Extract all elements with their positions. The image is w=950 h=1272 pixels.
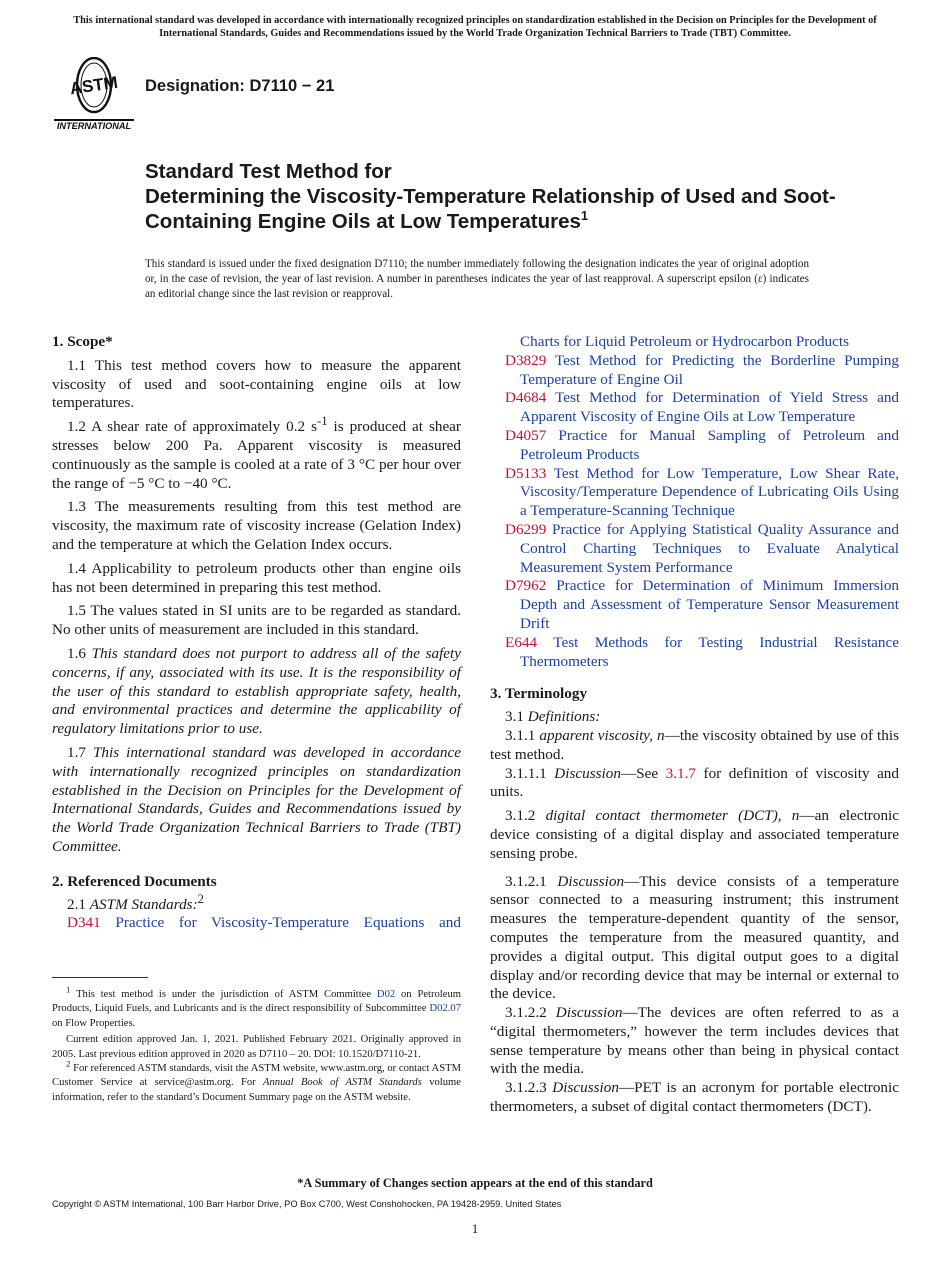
issued-note: This standard is issued under the fixed designation D7110; the number immediately following the designation indicates the year of original adoption or, in the case of revision, the year of last revision. A number in parentheses indicates the year of last reapproval. A superscript epsilon (ε) indicates an editorial change since the last revision or reapproval. bbox=[145, 258, 809, 301]
astm-logo-icon bbox=[54, 57, 134, 131]
right-column bbox=[490, 333, 899, 1117]
footnote-1: $^1$ This test method is under the jurisdiction of ASTM Committee D02 on Petroleum Products, Liquid Fuels, and Lubricants and is the direct responsibility of Subcommittee D02.07 on Flow Properties. bbox=[52, 984, 461, 1029]
link-d02-07[interactable]: D02.07 bbox=[429, 1003, 461, 1015]
ref-item-e644[interactable]: E644 Test Methods for Testing Industrial Resistance Thermometers bbox=[505, 633, 900, 670]
logo-letters: ASTM bbox=[68, 72, 119, 99]
para-1-1: 1.1 This test method covers how to measure the apparent viscosity of used and soot-containing engine oils at low temperatures. bbox=[52, 356, 461, 412]
footnotes bbox=[52, 984, 461, 1105]
referenced-documents-heading: 2. Referenced Documents bbox=[52, 872, 217, 890]
para-3-1-2-2: 3.1.2.2 Discussion—The devices are often referred to as a “digital thermometers,” however the term includes devices that sense temperature by means other than being in physical contact with the media. bbox=[490, 1004, 899, 1078]
para-1-6: 1.6 This standard does not purport to address all of the safety concerns, if any, associated with its use. It is the responsibility of the user of this standard to establish appropriate safety, health, and environmental practices and determine the applicability of regulatory limitations prior to use. bbox=[52, 644, 462, 738]
title-line-2: Determining the Viscosity-Temperature Relationship of Used and Soot-Containing Engine Oils at Low Temperatures bbox=[145, 185, 836, 233]
footnote-divider bbox=[52, 977, 148, 978]
left-column bbox=[52, 333, 461, 933]
title-line-1: Standard Test Method for bbox=[145, 160, 392, 183]
ref-item-d4684[interactable]: D4684 Test Method for Determination of Yield Stress and Apparent Viscosity of Engine Oils at Low Temperature bbox=[505, 389, 900, 426]
page-number: 1 bbox=[471, 1221, 479, 1236]
para-3-1-2-1: 3.1.2.1 Discussion—This device consists of a temperature sensor connected to a measuring instrument; this instrument measures the temperature-dependent quantity of the sensor, computes the temperature from the measured quantity, and provides a digital output. This digital output goes to a digital display and/or recording device that may be internal or external to the device. bbox=[490, 872, 900, 1003]
title-footnote-mark[interactable]: 1 bbox=[580, 208, 589, 224]
footnote-1-approval: Current edition approved Jan. 1, 2021. Published February 2021. Originally approved in 2005. Last previous edition approved in 2020 as D7110 – 20. DOI: 10.1520/D7110-21. bbox=[52, 1034, 461, 1060]
ref-item-d7962[interactable]: D7962 Practice for Determination of Minimum Immersion Depth and Assessment of Temperature Sensor Measurement Drift bbox=[505, 577, 900, 632]
ref-item-d3829[interactable]: D3829 Test Method for Predicting the Borderline Pumping Temperature of Engine Oil bbox=[505, 351, 899, 388]
document-title bbox=[145, 159, 865, 234]
ref-item-d5133[interactable]: D5133 Test Method for Low Temperature, Low Shear Rate, Viscosity/Temperature Dependence of Lubricating Oils Using a Temperature-Scanning Technique bbox=[505, 464, 900, 520]
footnote-2: $^2$ For referenced ASTM standards, visit the ASTM website, www.astm.org, or contact ASTM Customer Service at service@astm.org. For Annual Book of ASTM Standards volume information, refer to the standard’s Document Summary page on the ASTM website. bbox=[52, 1058, 461, 1103]
ref-item-d4057[interactable]: D4057 Practice for Manual Sampling of Petroleum and Petroleum Products bbox=[505, 426, 899, 463]
para-3-1: 3.1 Definitions: bbox=[505, 708, 601, 726]
ref-link-d341-continued: Charts for Liquid Petroleum or Hydrocarbon Products bbox=[520, 333, 850, 350]
ref-item-d341[interactable]: D341 Practice for Viscosity-Temperature Equations and bbox=[67, 914, 461, 932]
para-1-5: 1.5 The values stated in SI units are to be regarded as standard. No other units of measurement are included in this standard. bbox=[52, 602, 461, 639]
terminology-heading: 3. Terminology bbox=[490, 685, 588, 703]
para-3-1-2: 3.1.2 digital contact thermometer (DCT), n—an electronic device consisting of a digital display and associated temperature sensing probe. bbox=[490, 807, 899, 862]
para-1-2: 1.2 A shear rate of approximately 0.2 $s^{-1}$ is produced at shear stresses below 200 Pa. Apparent viscosity is measured continuously as the sample is cooled at a rate of 3 °C per hour over the range of −5 °C to −40 °C. bbox=[52, 414, 461, 492]
logo-subtitle: INTERNATIONAL bbox=[56, 121, 132, 131]
link-3-1-7[interactable]: 3.1.7 bbox=[665, 764, 696, 782]
para-1-4: 1.4 Applicability to petroleum products other than engine oils has not been determined in preparing this test method. bbox=[52, 559, 461, 596]
tbt-notice: This international standard was developed in accordance with internationally recognized principles on standardization established in the Decision on Principles for the Development of International Standards, Guides and Recommendations issued by the World Trade Organization Technical Barriers to Trade (TBT) Committee. bbox=[73, 15, 877, 39]
para-3-1-2-3: 3.1.2.3 Discussion—PET is an acronym for portable electronic thermometers, a subset of digital contact thermometers (DCT). bbox=[490, 1079, 899, 1116]
link-d02[interactable]: D02 bbox=[376, 989, 396, 1000]
para-3-1-1: 3.1.1 apparent viscosity, n—the viscosity obtained by use of this test method. bbox=[490, 726, 899, 763]
copyright-line: Copyright © ASTM International, 100 Barr Harbor Drive, PO Box C700, West Conshohocken, PA 19428-2959. United States bbox=[52, 1199, 562, 1209]
ref-link-d341-first-line: Practice for Viscosity-Temperature Equations and bbox=[115, 914, 461, 932]
para-2-1: 2.1 ASTM Standards:$^2$ bbox=[67, 891, 204, 913]
summary-of-changes-note: *A Summary of Changes section appears at the end of this standard bbox=[297, 1176, 653, 1190]
ref-item-d341-cont[interactable] bbox=[490, 333, 899, 352]
ref-item-d6299[interactable]: D6299 Practice for Applying Statistical Quality Assurance and Control Charting Techniques to Evaluate Analytical Measurement System Performance bbox=[505, 520, 899, 576]
scope-heading: 1. Scope* bbox=[52, 333, 113, 350]
para-1-3: 1.3 The measurements resulting from this test method are viscosity, the maximum rate of viscosity increase (Gelation Index) and the temperature at which the Gelation Index occurs. bbox=[52, 498, 461, 553]
designation: Designation: D7110 − 21 bbox=[145, 77, 335, 95]
para-1-7: 1.7 This international standard was developed in accordance with internationally recognized principles on standardization established in the Decision on Principles for the Development of International Standards, Guides and Recommendations issued by the World Trade Organization Technical Barriers to Trade (TBT) Committee. bbox=[52, 743, 462, 855]
para-3-1-1-1: 3.1.1.1 Discussion—See 3.1.7 for definition of viscosity and units. bbox=[490, 764, 899, 801]
